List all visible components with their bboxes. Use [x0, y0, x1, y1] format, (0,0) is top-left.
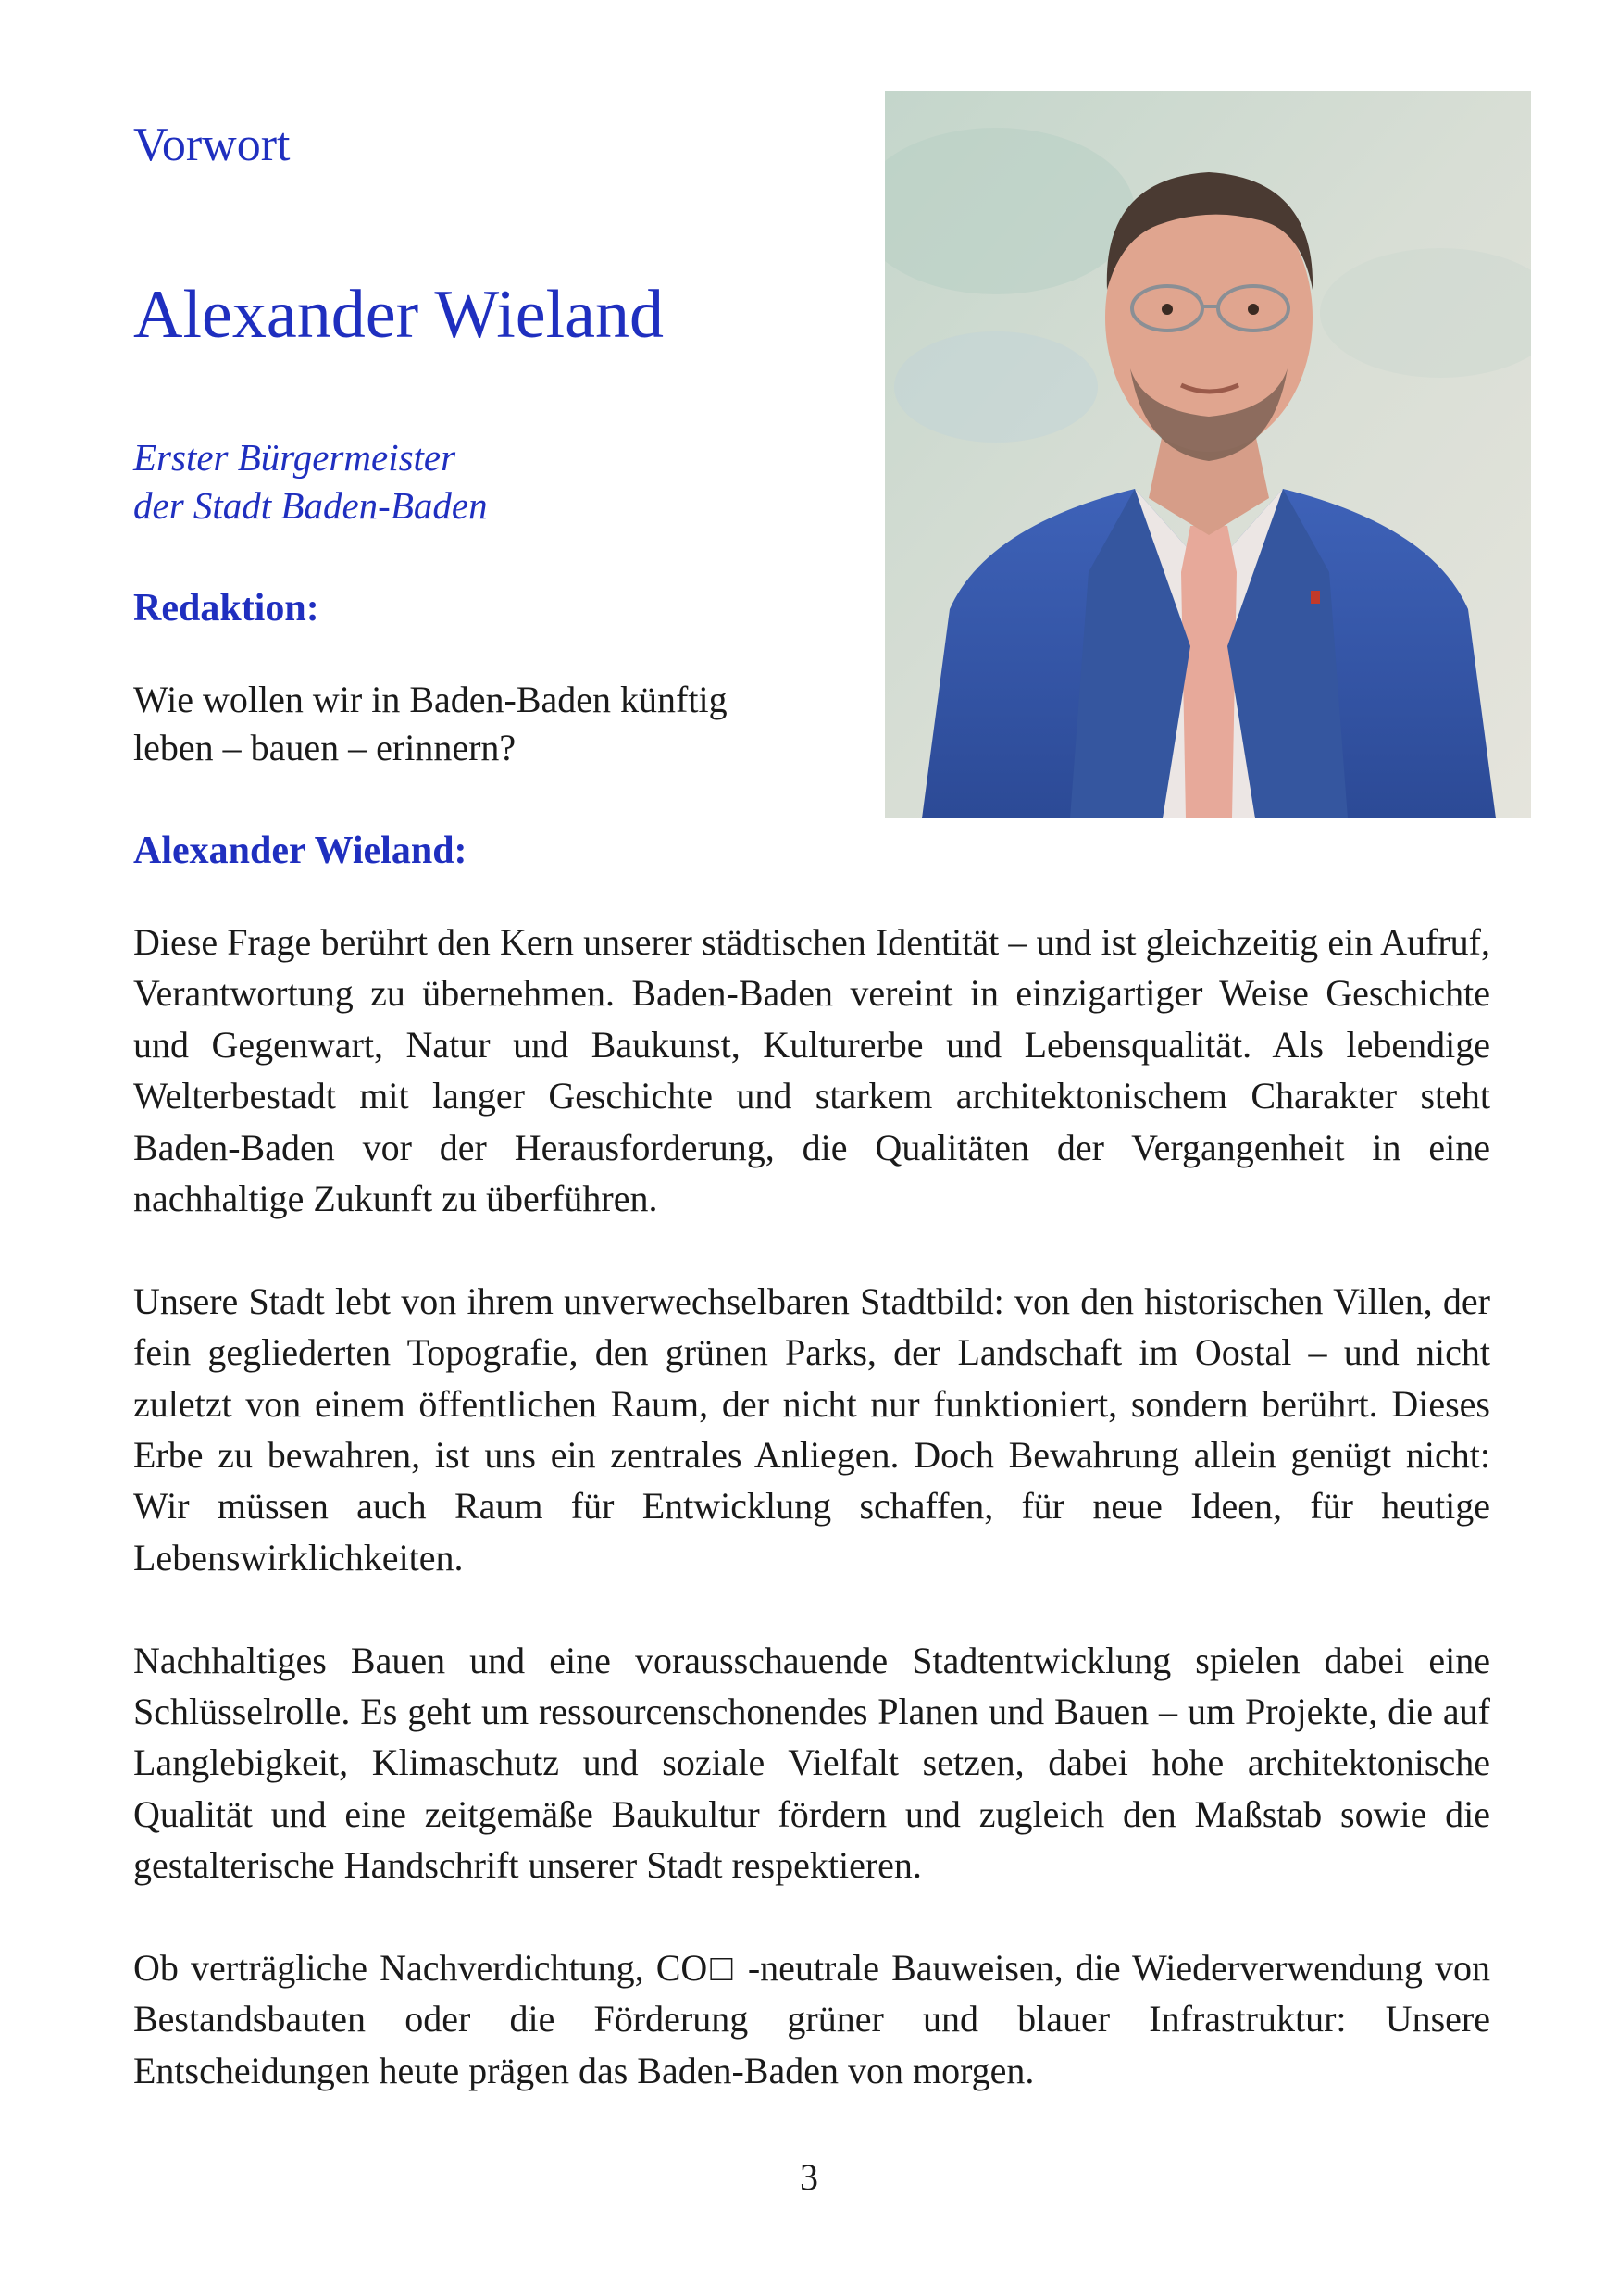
- body-paragraph: Unsere Stadt lebt von ihrem unverwechselbaren Stadtbild: von den historischen Villen, der fein gegliederten Topografie, den grünen Parks, der Landschaft im Oostal – und nicht zuletzt von einem öffentlichen Raum, der nicht nur funktioniert, sondern berührt. Dieses Erbe zu bewahren, ist uns ein zentrales Anliegen. Doch Bewahrung allein genügt nicht: Wir müssen auch Raum für Entwicklung schaffen, für neue Ideen, für heutige Lebenswirklichkeiten.: [133, 1279, 1490, 1578]
- body-paragraph: Diese Frage berührt den Kern unserer städtischen Identität – und ist gleichzeitig ein Aufruf, Verantwortung zu übernehmen. Baden-Baden vereint in einzigartiger Weise Geschichte und Gegenwart, Natur und Baukunst, Kulturerbe und Lebensqualität. Als lebendige Welterbestadt mit langer Geschichte und starkem architektonischem Charakter steht Baden-Baden vor der Herausforderung, die Qualitäten der Vergangenheit in eine nachhaltige Zukunft zu überführen.: [133, 921, 1490, 1220]
- page-number: 3: [800, 2156, 818, 2198]
- role-subtitle: [133, 433, 488, 530]
- body-paragraph: Ob verträgliche Nachverdichtung, CO□ -neutrale Bauweisen, die Wiederverwendung von Bestandsbauten oder die Förderung grüner und blauer Infrastruktur: Unsere Entscheidungen heute prägen das Baden-Baden von morgen.: [133, 1947, 1490, 2091]
- body-paragraph: Nachhaltiges Bauen und eine vorausschauende Stadtentwicklung spielen dabei eine Schlüsselrolle. Es geht um ressourcenschonendes Planen und Bauen – um Projekte, die auf Langlebigkeit, Klimaschutz und soziale Vielfalt setzen, dabei hohe architektonische Qualität und eine zeitgemäße Baukultur fördern und zugleich den Maßstab sowie die gestalterische Handschrift unserer Stadt respektieren.: [133, 1639, 1490, 1887]
- section-label: Vorwort: [133, 119, 291, 171]
- question-line: leben – bauen – erinnern?: [133, 727, 517, 768]
- question-line: Wie wollen wir in Baden-Baden künftig: [133, 679, 728, 720]
- answer-label: Alexander Wieland:: [133, 830, 467, 872]
- body-text: [133, 917, 1490, 2148]
- portrait-photo: [885, 91, 1531, 818]
- role-line: der Stadt Baden-Baden: [133, 484, 488, 527]
- interview-question: [133, 676, 728, 772]
- editor-label: Redaktion:: [133, 587, 319, 630]
- role-line: Erster Bürgermeister: [133, 436, 456, 479]
- portrait-illustration: [885, 91, 1531, 818]
- page-title: Alexander Wieland: [133, 277, 665, 353]
